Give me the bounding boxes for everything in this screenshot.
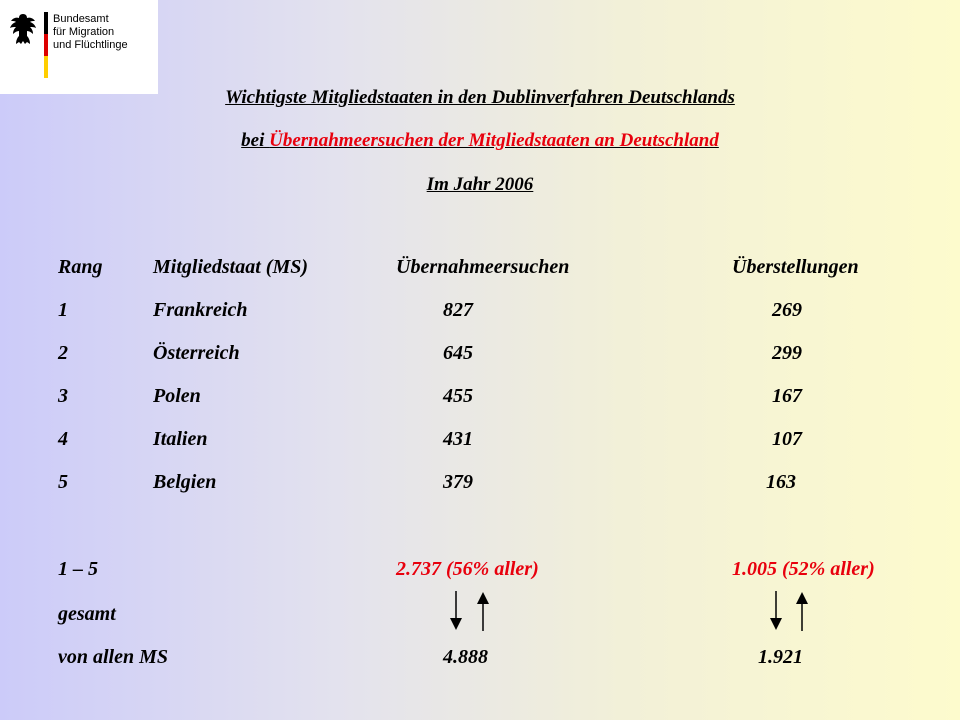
title-line-1: Wichtigste Mitgliedstaaten in den Dublinverfahren Deutschlands: [225, 87, 735, 108]
summary-transfers: 1.005 (52% aller): [732, 558, 875, 580]
row-3-transfers: 167: [772, 385, 802, 407]
row-1-requests: 827: [443, 299, 473, 321]
gesamt-label: gesamt: [58, 603, 116, 625]
all-ms-requests: 4.888: [443, 646, 488, 668]
german-flag-stripe: [44, 12, 48, 78]
row-2-state: Österreich: [153, 342, 240, 364]
header-rank: Rang: [58, 256, 103, 278]
title-line-2-prefix: bei: [241, 130, 270, 151]
row-2-rank: 2: [58, 342, 68, 364]
row-2-transfers: 299: [772, 342, 802, 364]
header-transfers: Überstellungen: [732, 256, 859, 278]
header-requests: Übernahmeersuchen: [396, 256, 570, 278]
row-3-requests: 455: [443, 385, 473, 407]
logo-line-3: und Flüchtlinge: [53, 39, 128, 51]
summary-label: 1 – 5: [58, 558, 98, 580]
logo-line-2: für Migration: [53, 26, 115, 38]
row-4-requests: 431: [443, 428, 473, 450]
bamf-logo: [0, 0, 158, 94]
row-3-rank: 3: [58, 385, 68, 407]
row-1-state: Frankreich: [153, 299, 248, 321]
federal-eagle-icon: [8, 12, 38, 46]
all-ms-label: von allen MS: [58, 646, 169, 668]
header-state: Mitgliedstaat (MS): [153, 256, 309, 278]
row-4-rank: 4: [58, 428, 68, 450]
row-4-state: Italien: [153, 428, 208, 450]
all-ms-transfers: 1.921: [758, 646, 803, 668]
row-5-state: Belgien: [153, 471, 217, 493]
row-1-transfers: 269: [772, 299, 802, 321]
row-3-state: Polen: [153, 385, 201, 407]
row-5-rank: 5: [58, 471, 68, 493]
row-1-rank: 1: [58, 299, 68, 321]
summary-requests: 2.737 (56% aller): [396, 558, 539, 580]
row-2-requests: 645: [443, 342, 473, 364]
title-line-2-highlight: Übernahmeersuchen der Mitgliedstaaten an Deutschland: [269, 130, 719, 151]
logo-line-1: Bundesamt: [53, 13, 109, 25]
row-5-requests: 379: [443, 471, 473, 493]
title-year: Im Jahr 2006: [426, 174, 534, 195]
row-4-transfers: 107: [772, 428, 802, 450]
logo-text: [53, 13, 128, 52]
title-line-2: [0, 130, 960, 152]
row-5-transfers: 163: [766, 471, 796, 493]
